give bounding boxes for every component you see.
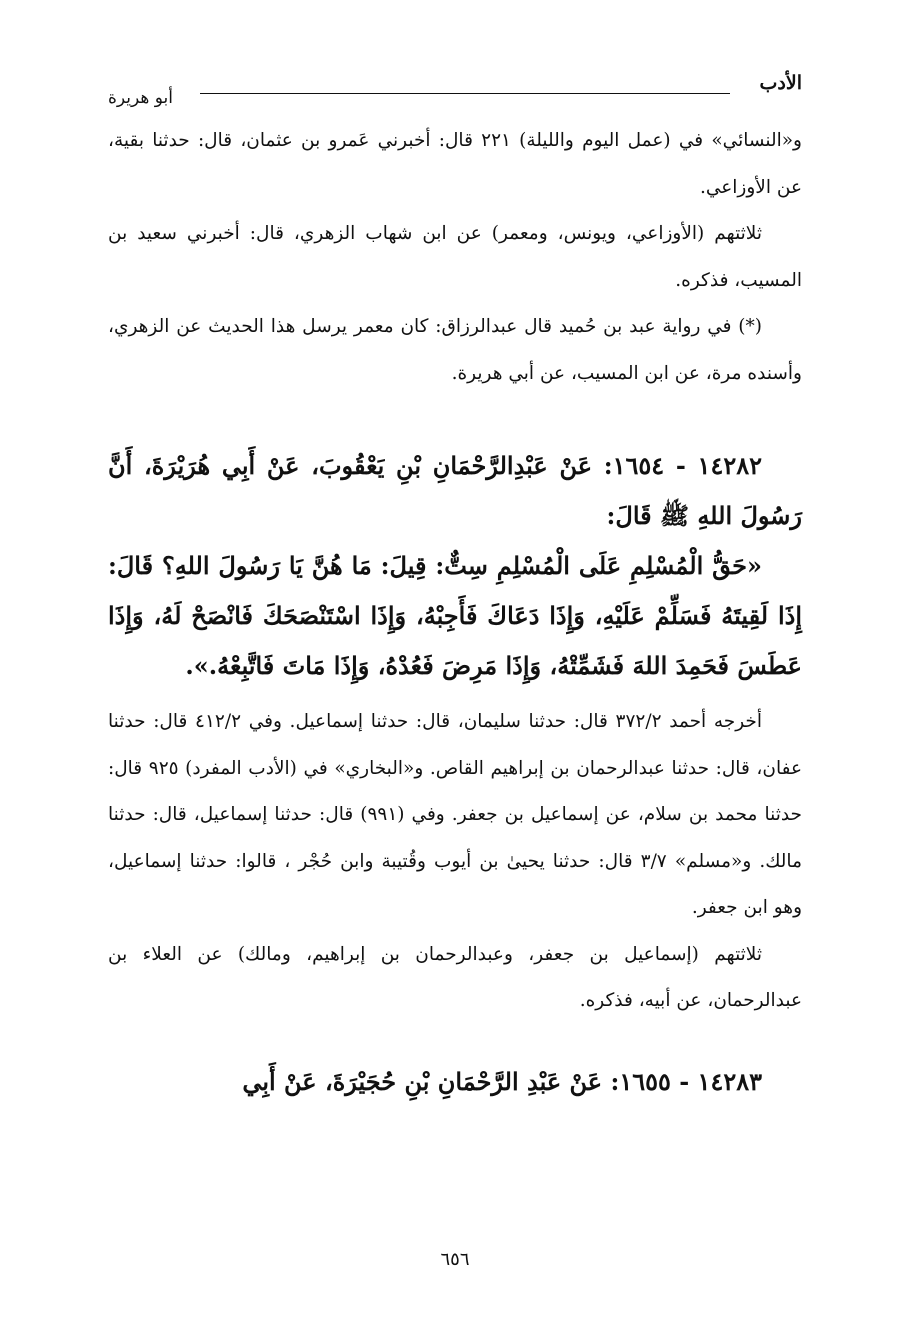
running-header — [108, 66, 802, 110]
hadith-text-14282: «حَقُّ الْمُسْلِمِ عَلَى الْمُسْلِمِ سِتٌّ: قِيلَ: مَا هُنَّ يَا رَسُولَ اللهِ؟ قَالَ: إِذَا لَقِيتَهُ فَسَلِّمْ عَلَيْهِ، وَإِذَا دَعَاكَ فَأَجِبْهُ، وَإِذَا اسْتَنْصَحَكَ فَانْصَحْ لَهُ، وَإِذَا عَطَسَ فَحَمِدَ اللهَ فَشَمِّتْهُ، وَإِذَا مَرِضَ فَعُدْهُ، وَإِذَا مَاتَ فَاتَّبِعْهُ.». — [108, 551, 802, 680]
takhrij-14282: أخرجه أحمد ٣٧٢/٢ قال: حدثنا سليمان، قال: حدثنا إسماعيل. وفي ٤١٢/٢ قال: حدثنا عفان، قال: حدثنا عبدالرحمان بن إبراهيم القاص. و«البخاري» في (الأدب المفرد) ٩٢٥ قال: حدثنا محمد بن سلام، عن إسماعيل بن جعفر. وفي (٩٩١) قال: حدثنا إسماعيل، قال: حدثنا مالك. و«مسلم» ٣/٧ قال: حدثنا يحيىٰ بن أيوب وقُتيبة وابن حُجْر ، قالوا: حدثنا إسماعيل، وهو ابن جعفر. — [108, 711, 802, 918]
footnote-note: (*) في رواية عبد بن حُميد قال عبدالرزاق: كان معمر يرسل هذا الحديث عن الزهري، وأسنده مرة، عن ابن المسيب، عن أبي هريرة. — [108, 316, 802, 384]
section-title: الأدب — [759, 72, 802, 94]
commentary-three-narrators: ثلاثتهم (الأوزاعي، ويونس، ومعمر) عن ابن شهاب الزهري، قال: أخبرني سعيد بن المسيب، فذكره. — [108, 223, 802, 291]
takhrij-summary-14282: ثلاثتهم (إسماعيل بن جعفر، وعبدالرحمان بن إبراهيم، ومالك) عن العلاء بن عبدالرحمان، عن أبيه، فذكره. — [108, 943, 802, 1011]
hadith-heading-14282: ١٤٢٨٢ - ١٦٥٤: عَنْ عَبْدِالرَّحْمَانِ بْنِ يَعْقُوبَ، عَنْ أَبِي هُرَيْرَةَ، أَنَّ رَسُولَ اللهِ ﷺ قَالَ: — [108, 451, 802, 530]
commentary-nasai: و«النسائي» في (عمل اليوم والليلة) ٢٢١ قال: أخبرني عَمرو بن عثمان، قال: حدثنا بقية، عن الأوزاعي. — [108, 130, 802, 198]
book-page — [108, 66, 802, 1276]
page-number: ٦٥٦ — [440, 1249, 470, 1270]
header-rule — [200, 93, 730, 94]
narrator-title: أبو هريرة — [108, 88, 174, 108]
hadith-heading-14283: ١٤٢٨٣ - ١٦٥٥: عَنْ عَبْدِ الرَّحْمَانِ بْنِ حُجَيْرَةَ، عَنْ أَبِي — [242, 1066, 762, 1096]
